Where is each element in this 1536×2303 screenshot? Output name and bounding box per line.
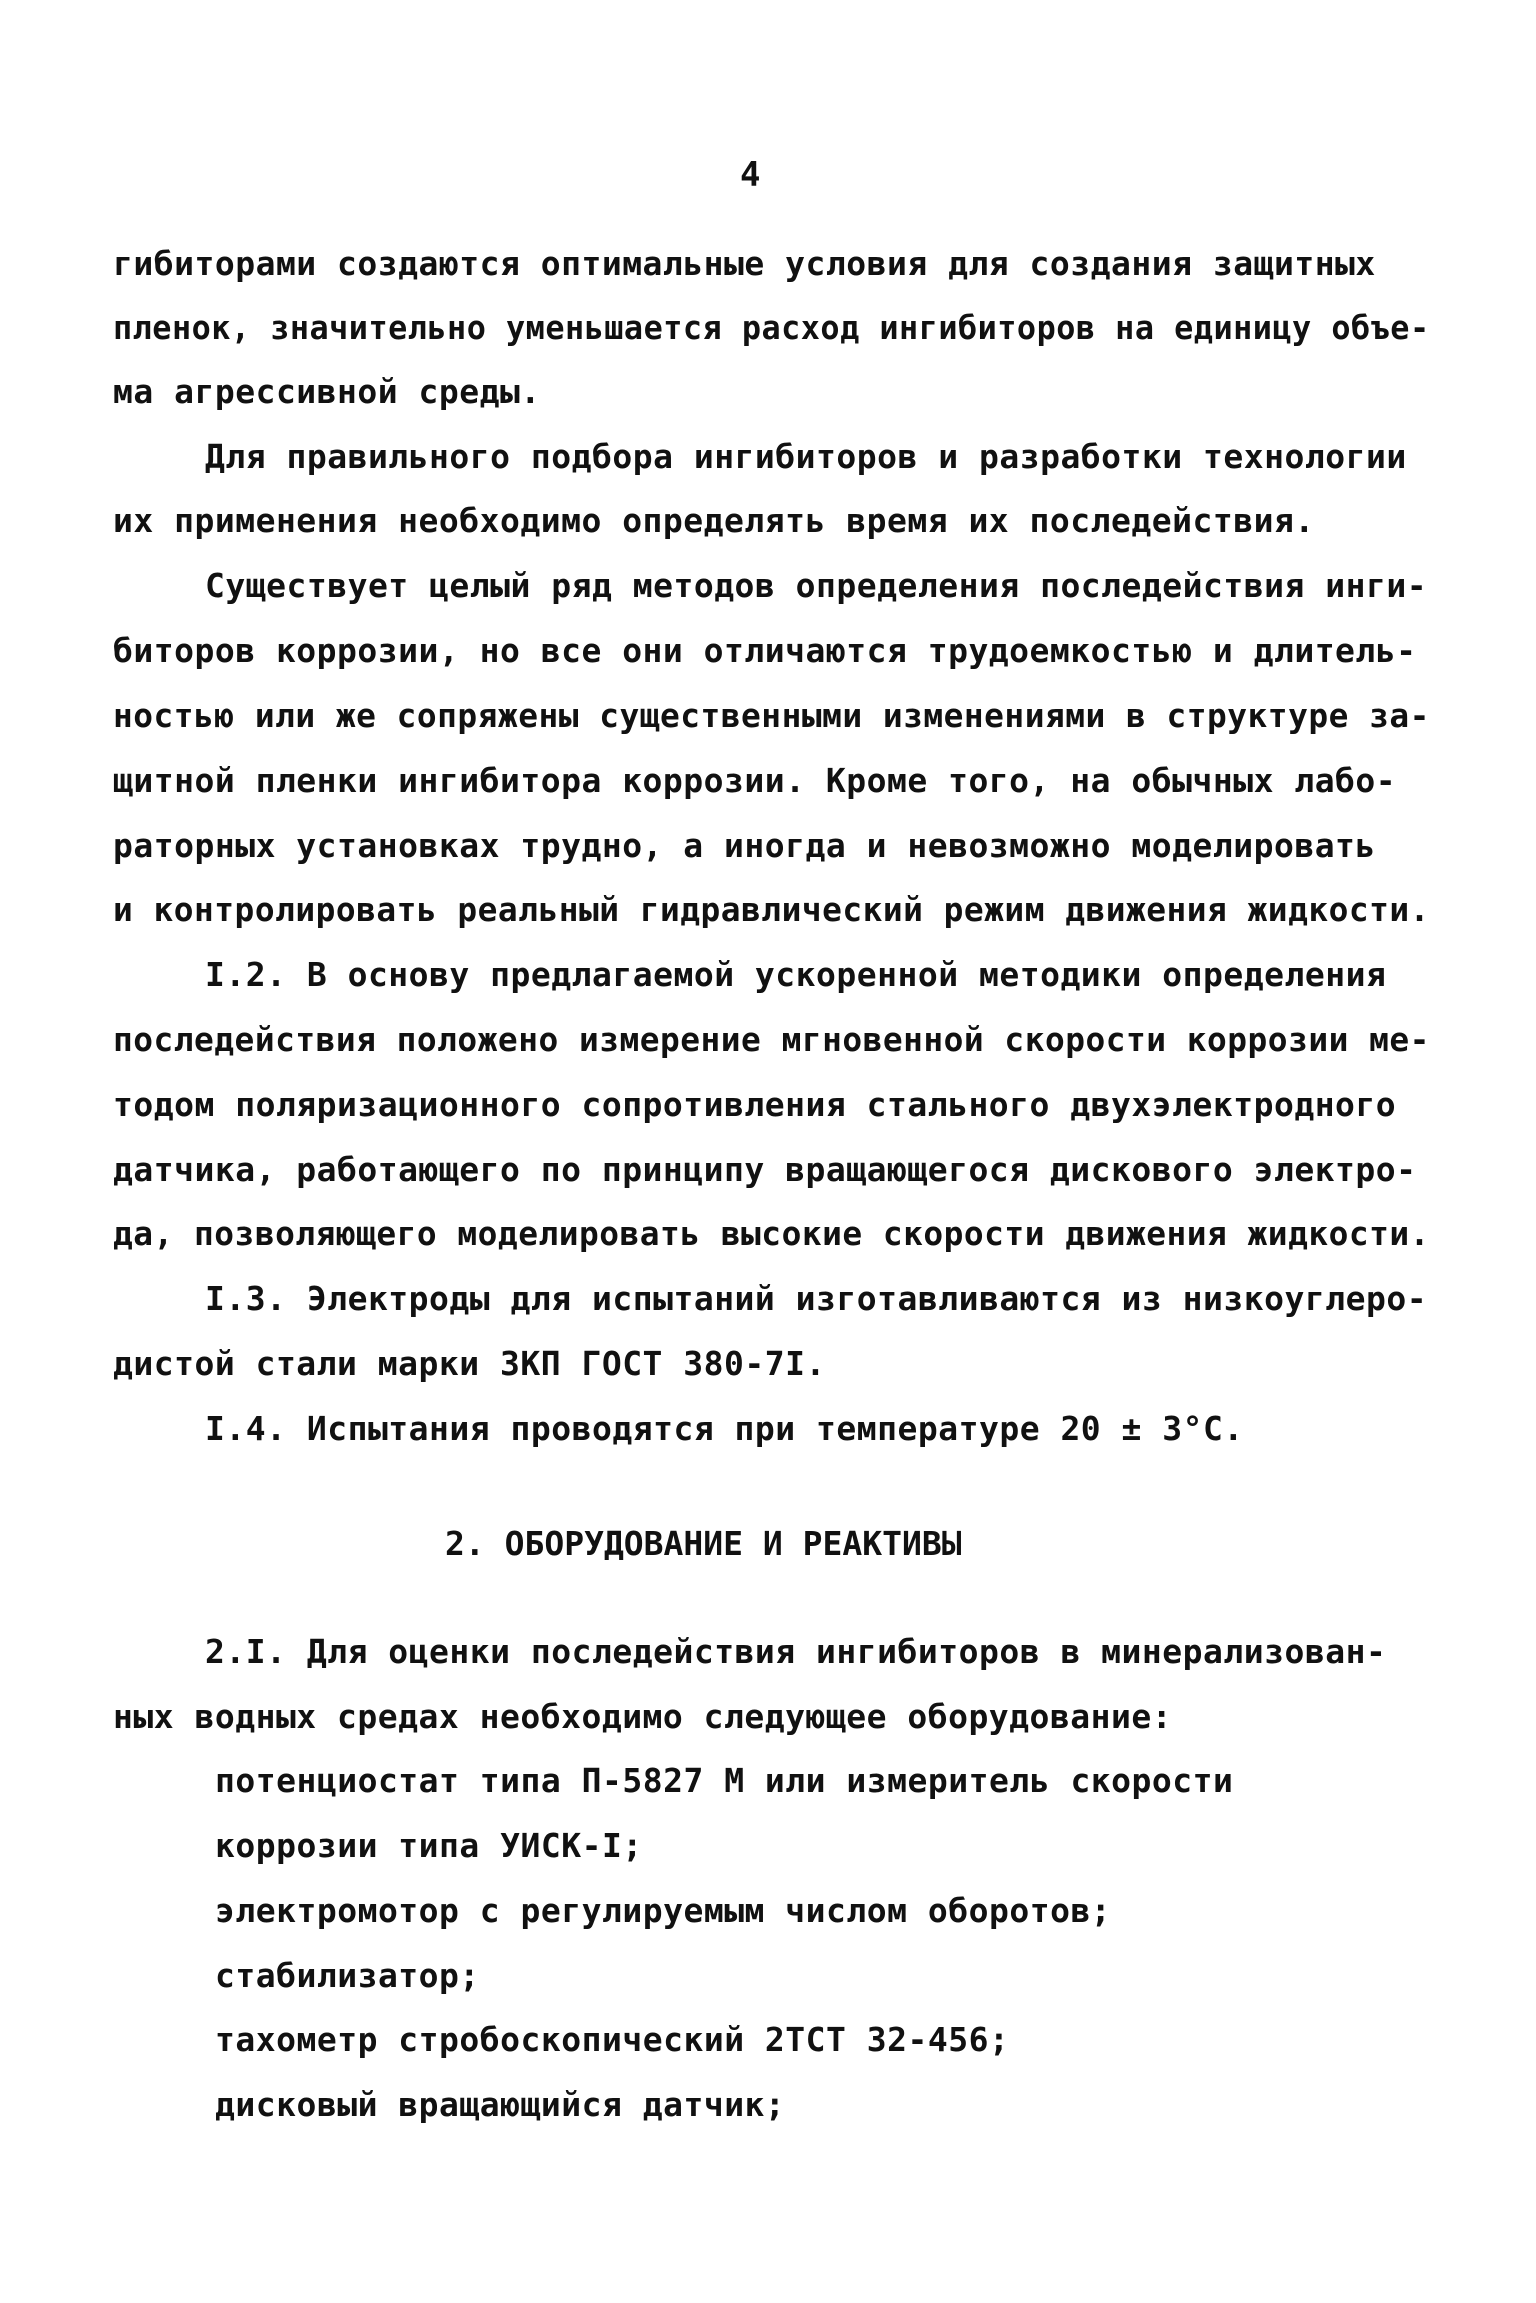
methods-line-1: Существует целый ряд методов определения последействия инги- bbox=[205, 566, 1428, 605]
clause-1-4-line-1: I.4. Испытания проводятся при температуре 20 ± 3°С. bbox=[205, 1409, 1244, 1448]
intro-line-3: ма агрессивной среды. bbox=[113, 372, 541, 411]
methods-line-2: биторов коррозии, но все они отличаются трудоемкостью и длитель- bbox=[113, 631, 1417, 670]
clause-1-2-line-3: тодом поляризационного сопротивления стального двухэлектродного bbox=[113, 1085, 1397, 1124]
methods-line-5: раторных установках трудно, а иногда и невозможно моделировать bbox=[113, 826, 1376, 865]
methods-line-3: ностью или же сопряжены существенными изменениями в структуре за- bbox=[113, 696, 1430, 735]
equipment-item: потенциостат типа П-5827 М или измеритель скорости bbox=[215, 1761, 1234, 1800]
selection-line-1: Для правильного подбора ингибиторов и разработки технологии bbox=[205, 437, 1407, 476]
section-heading: 2. ОБОРУДОВАНИЕ И РЕАКТИВЫ bbox=[445, 1524, 962, 1563]
equipment-item: коррозии типа УИСК-I; bbox=[215, 1826, 643, 1865]
equipment-item: электромотор с регулируемым числом оборотов; bbox=[215, 1891, 1112, 1930]
clause-1-2-line-1: I.2. В основу предлагаемой ускоренной методики определения bbox=[205, 955, 1387, 994]
equipment-item: стабилизатор; bbox=[215, 1956, 480, 1995]
equipment-item: дисковый вращающийся датчик; bbox=[215, 2085, 786, 2124]
clause-1-3-line-1: I.3. Электроды для испытаний изготавливаются из низкоуглеро- bbox=[205, 1279, 1428, 1318]
intro-line-1: гибиторами создаются оптимальные условия для создания защитных bbox=[113, 244, 1376, 283]
methods-line-4: щитной пленки ингибитора коррозии. Кроме того, на обычных лабо- bbox=[113, 761, 1397, 800]
clause-1-2-line-2: последействия положено измерение мгновенной скорости коррозии ме- bbox=[113, 1020, 1430, 1059]
clause-2-1-line-2: ных водных средах необходимо следующее оборудование: bbox=[113, 1697, 1173, 1736]
selection-line-2: их применения необходимо определять время их последействия. bbox=[113, 501, 1315, 540]
clause-2-1-line-1: 2.I. Для оценки последействия ингибиторов в минерализован- bbox=[205, 1632, 1387, 1671]
methods-line-6: и контролировать реальный гидравлический режим движения жидкости. bbox=[113, 890, 1430, 929]
clause-1-2-line-5: да, позволяющего моделировать высокие скорости движения жидкости. bbox=[113, 1214, 1430, 1253]
equipment-item: тахометр стробоскопический 2ТСТ 32-456; bbox=[215, 2020, 1010, 2059]
page-number: 4 bbox=[740, 155, 761, 195]
clause-1-3-line-2: дистой стали марки 3КП ГОСТ 380-7I. bbox=[113, 1344, 826, 1383]
intro-line-2: пленок, значительно уменьшается расход ингибиторов на единицу объе- bbox=[113, 308, 1430, 347]
clause-1-2-line-4: датчика, работающего по принципу вращающегося дискового электро- bbox=[113, 1150, 1417, 1189]
